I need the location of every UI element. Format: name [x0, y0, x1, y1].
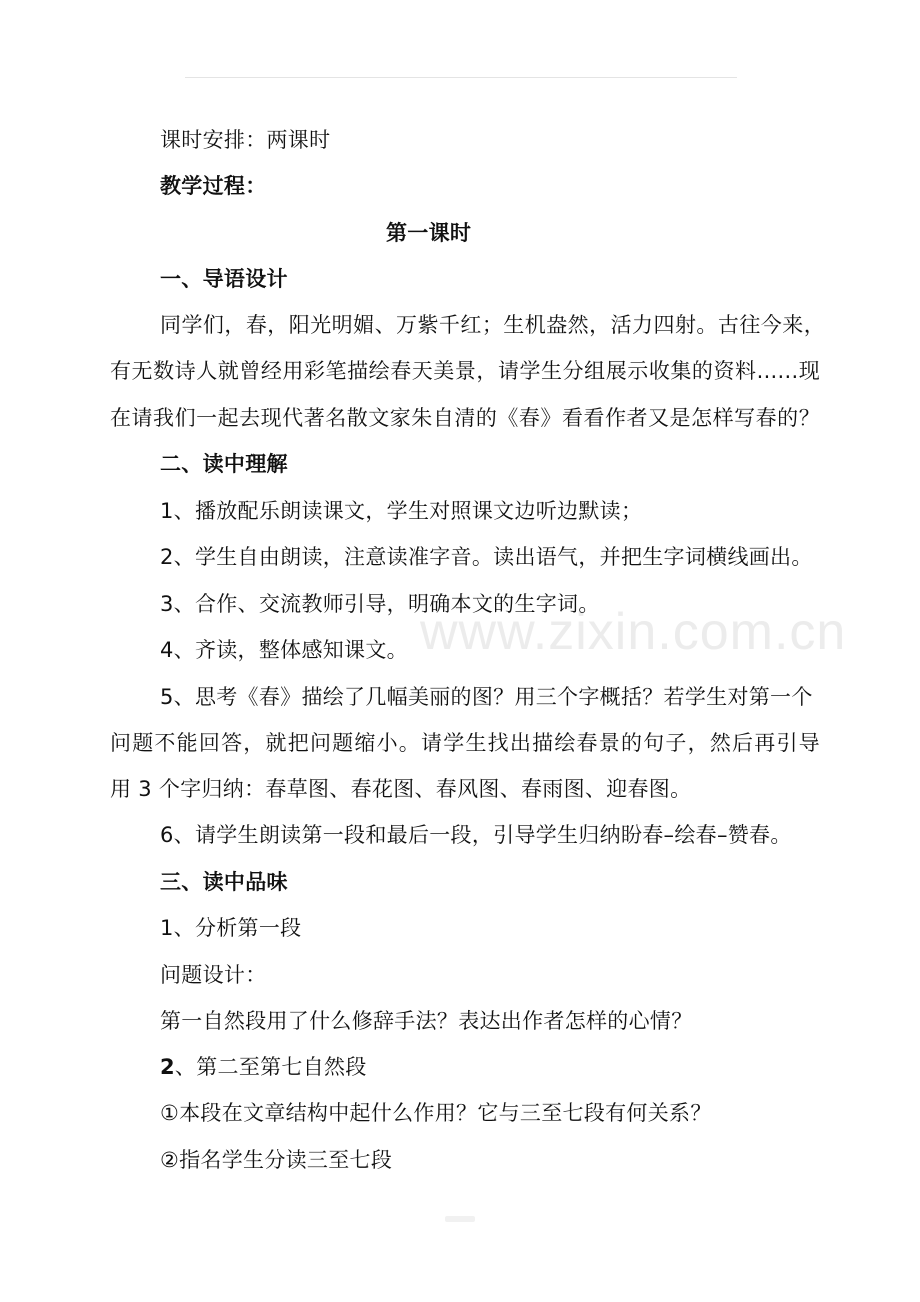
section1-line-3: 在请我们一起去现代著名散文家朱自清的《春》看看作者又是怎样写春的？ [110, 406, 820, 430]
section2-item-1: 1、播放配乐朗读课文，学生对照课文边听边默读； [160, 499, 643, 523]
section2-item-6: 6、请学生朗读第一段和最后一段，引导学生归纳盼春–绘春–赞春。 [160, 823, 792, 847]
footer-mark [445, 1216, 475, 1222]
section3-sub-2-text: 、第二至第七自然段 [174, 1055, 367, 1079]
circle-item-2: ②指名学生分读三至七段 [160, 1148, 393, 1172]
section2-item-2: 2、学生自由朗读，注意读准字音。读出语气，并把生字词横线画出。 [160, 545, 813, 569]
circle-item-1: ①本段在文章结构中起什么作用？它与三至七段有何关系？ [160, 1101, 712, 1125]
process-heading: 教学过程： [160, 174, 267, 198]
section2-item-5-line-2: 问题不能回答，就把问题缩小。请学生找出描绘春景的句子，然后再引导 [110, 731, 820, 755]
question-label: 问题设计： [160, 963, 267, 987]
section2-heading: 二、读中理解 [160, 452, 288, 476]
watermark: www.zixin.com.cn [420, 603, 847, 661]
section3-sub-2-number: 2 [160, 1055, 175, 1079]
section1-line-1: 同学们，春，阳光明媚、万紫千红；生机盎然，活力四射。古往今来， [160, 313, 825, 337]
section1-heading: 一、导语设计 [160, 267, 288, 291]
section2-item-4: 4、齐读，整体感知课文。 [160, 638, 408, 662]
section3-sub-1: 1、分析第一段 [160, 916, 302, 940]
section2-item-5-line-3: 用 3 个字归纳：春草图、春花图、春风图、春雨图、迎春图。 [110, 777, 692, 801]
section2-item-3: 3、合作、交流教师引导，明确本文的生字词。 [160, 592, 600, 616]
section3-sub-2 [160, 1052, 367, 1082]
section2-item-5-line-1: 5、思考《春》描绘了几幅美丽的图？用三个字概括？若学生对第一个 [160, 685, 813, 709]
lesson-title: 第一课时 [386, 221, 472, 245]
section1-line-2: 有无数诗人就曾经用彩笔描绘春天美景，请学生分组展示收集的资料......现 [110, 359, 820, 383]
header-rule [185, 77, 737, 78]
section3-heading: 三、读中品味 [160, 870, 288, 894]
schedule-line: 课时安排：两课时 [160, 128, 331, 152]
question-1: 第一自然段用了什么修辞手法？表达出作者怎样的心情？ [160, 1009, 693, 1033]
